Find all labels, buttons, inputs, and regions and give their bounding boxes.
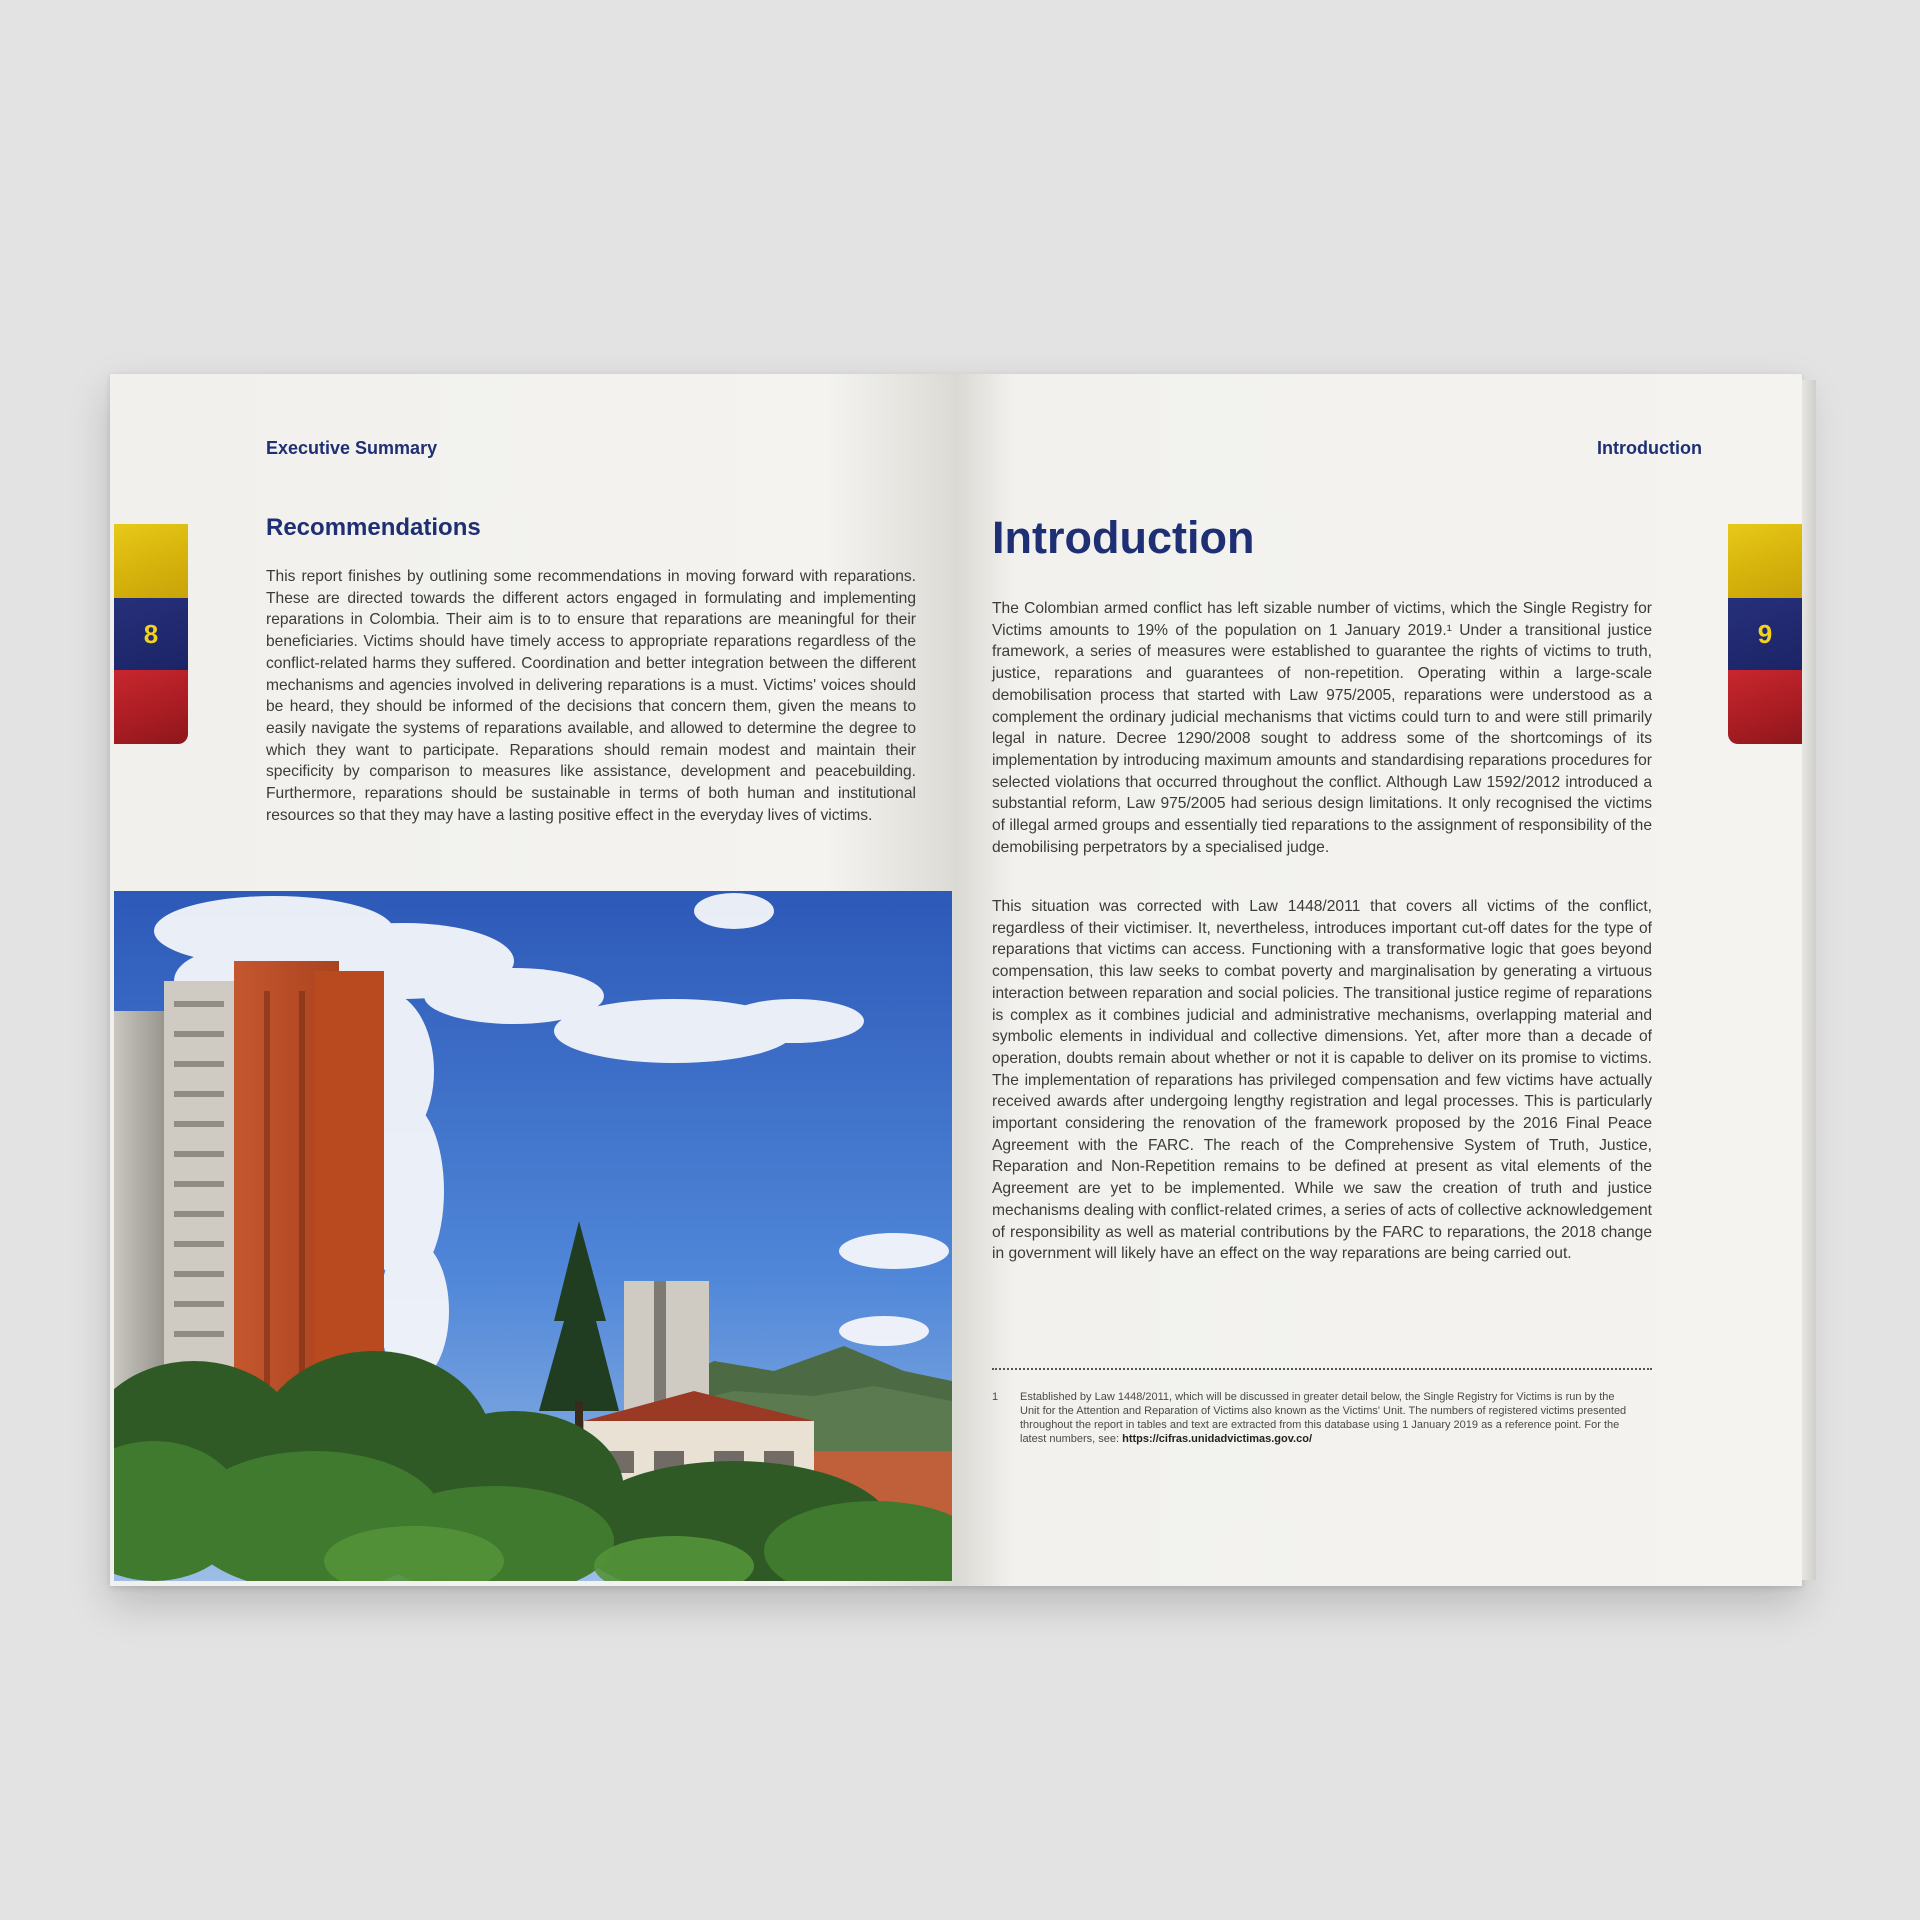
- right-page: [954, 374, 1802, 1586]
- flag-band-red: [1728, 670, 1802, 744]
- footnote-link[interactable]: https://cifras.unidadvictimas.gov.co/: [1122, 1433, 1312, 1445]
- page-edge: [1802, 380, 1816, 1580]
- page-number-left: 8: [143, 619, 159, 649]
- running-head-right: Introduction: [1597, 438, 1702, 458]
- page-number-right: 9: [1757, 619, 1773, 649]
- chapter-title: Introduction: [992, 512, 1255, 563]
- flag-band-yellow: [1728, 524, 1802, 598]
- page-tab-flag-left: [114, 524, 188, 744]
- footnote-text: Established by Law 1448/2011, which will be discussed in greater detail below, the Single Registry for Victims is run by the Unit for the Attention and Reparation of Victims also known as the Victims' Unit. The numbers of registered victims presented throughout the report in tables and text are extracted from this database using 1 January 2019 as a reference point. For the latest numbers, see:: [1020, 1391, 1627, 1445]
- flag-band-yellow: [114, 524, 188, 598]
- footnote-number: 1: [992, 1391, 999, 1403]
- page-tab-flag-right: [1728, 524, 1802, 744]
- city-photo-illustration: [114, 891, 952, 1581]
- recommendations-paragraph: This report finishes by outlining some recommendations in moving forward with reparations. These are directed towards the different actors engaged in formulating and implementing reparations in Colombia. Their aim is to to ensure that reparations are meaningful for their beneficiaries. Victims should have timely access to appropriate reparations regardless of the conflict-related harms they suffered. Coordination and better integration between the different mechanisms and agencies involved in delivering reparations is a must. Victims' voices should be heard, they should be informed of the decisions that concern them, given the means to easily navigate the systems of reparations available, and allowed to determine the degree to which they want to participate. Reparations should remain modest and maintain their specificity by comparison to measures like assistance, development and peacebuilding. Furthermore, reparations should be sustainable in terms of both human and institutional resources so that they may have a lasting positive effect in the everyday lives of victims.: [266, 568, 916, 824]
- footnote-text-block: [1020, 1390, 1630, 1446]
- left-page: [110, 374, 954, 1586]
- intro-paragraph-1: The Colombian armed conflict has left sizable number of victims, which the Single Registry for Victims amounts to 19% of the population on 1 January 2019.¹ Under a transitional justice framework, a series of measures were established to guarantee the rights of victims to truth, justice, reparations and guarantees of non-repetition. Operating within a large-scale demobilisation process that started with Law 975/2005, reparations were understood as a complement the ordinary judicial mechanisms that victims could turn to and were still primarily legal in nature. Decree 1290/2008 sought to address some of the shortcomings of its implementation by introducing maximum amounts and standardising reparations procedures for selected violations that occurred throughout the conflict. Although Law 1592/2012 introduced a substantial reform, Law 975/2005 had serious design limitations. It only recognised the victims of illegal armed groups and essentially tied reparations to the assignment of responsibility of the demobilising perpetrators by a specialised judge.: [992, 600, 1652, 856]
- open-booklet: [110, 374, 1802, 1586]
- flag-band-red: [114, 670, 188, 744]
- city-photo: [114, 891, 952, 1581]
- footnote-divider: [992, 1368, 1652, 1370]
- intro-paragraph-2: This situation was corrected with Law 1448/2011 that covers all victims of the conflict, regardless of their victimiser. It, nevertheless, introduces important cut-off dates for the type of reparations that victims can access. Functioning with a transformative logic that goes beyond compensation, this law seeks to combat poverty and marginalisation by generating a virtuous interaction between reparation and social policies. The transitional justice regime of reparations is complex as it combines judicial and administrative mechanisms, overlapping material and symbolic elements in individual and collective dimensions. Yet, after more than a decade of operation, doubts remain about whether or not it is capable to deliver on its promise to victims. The implementation of reparations has privileged compensation and few victims have actually received awards after undergoing lengthy registration and legal processes. This is particularly important considering the renovation of the framework proposed by the 2016 Final Peace Agreement with the FARC. The reach of the Comprehensive System of Truth, Justice, Reparation and Non-Repetition remains to be defined at present as vital elements of the Agreement are yet to be implemented. While we saw the creation of truth and justice mechanisms dealing with conflict-related crimes, a series of acts of collective acknowledgement of responsibility as well as material contributions by the FARC to reparations, the 2018 change in government will likely have an effect on the way reparations are being carried out.: [992, 898, 1652, 1263]
- section-title: Recommendations: [266, 514, 481, 541]
- running-head-left: Executive Summary: [266, 438, 438, 458]
